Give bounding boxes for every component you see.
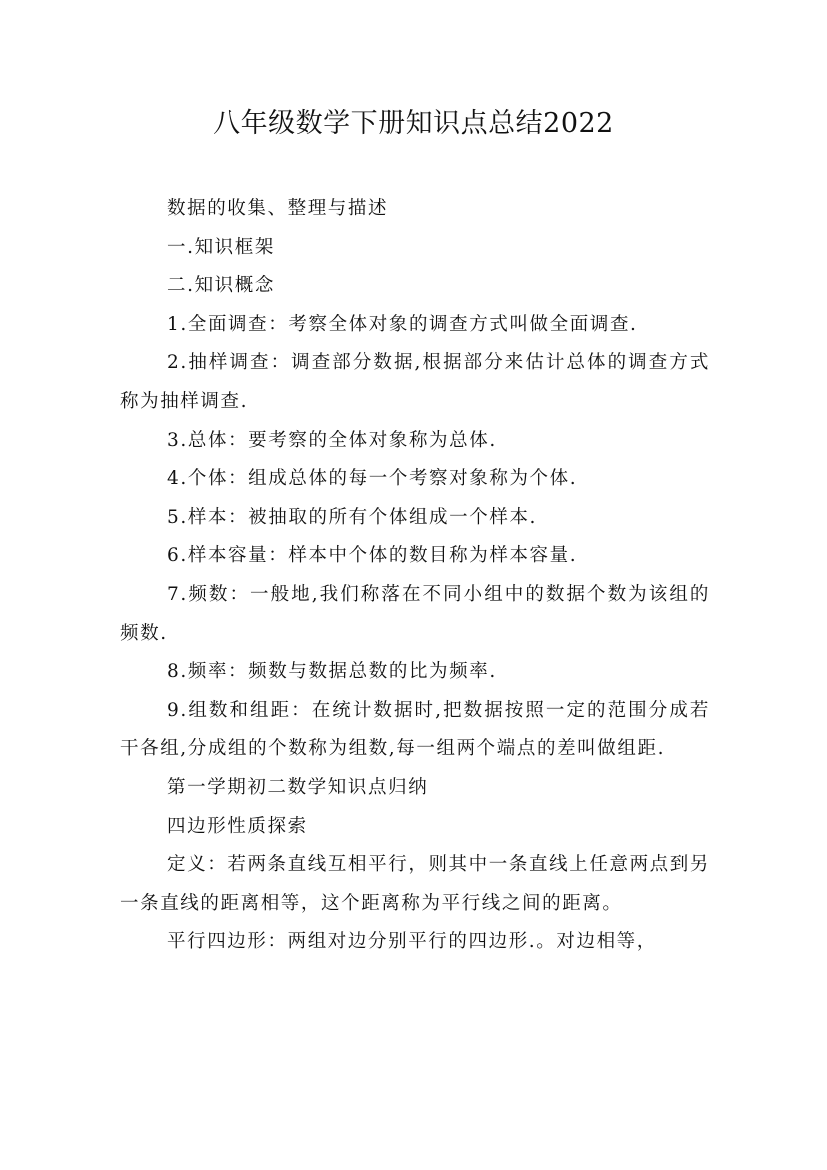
paragraph-item-3: 3.总体：要考察的全体对象称为总体. [167,429,497,451]
paragraph-parallelogram: 平行四边形：两组对边分别平行的四边形.。对边相等， [167,931,657,953]
paragraph-definition: 定义：若两条直线互相平行，则其中一条直线上任意两点到另一条直线的距离相等，这个距离称为平行线之间的距离。 [120,854,710,914]
paragraph-knowledge-framework: 一.知识框架 [167,236,275,258]
paragraph-quadrilateral-heading: 四边形性质探索 [167,815,308,837]
paragraph-knowledge-concepts: 二.知识概念 [167,275,275,297]
paragraph-item-6: 6.样本容量：样本中个体的数目称为样本容量. [167,545,578,567]
paragraph-semester-heading: 第一学期初二数学知识点归纳 [167,776,429,798]
document-body [120,190,710,962]
document-title: 八年级数学下册知识点总结2022 [213,108,614,139]
paragraph-item-1: 1.全面调查：考察全体对象的调查方式叫做全面调查. [167,313,638,335]
paragraph-item-8: 8.频率：频数与数据总数的比为频率. [167,661,497,683]
paragraph-item-4: 4.个体：组成总体的每一个考察对象称为个体. [167,468,578,490]
paragraph-item-7: 7.频数：一般地,我们称落在不同小组中的数据个数为该组的频数. [120,583,710,644]
paragraph-item-5: 5.样本：被抽取的所有个体组成一个样本. [167,506,538,528]
paragraph-section-heading: 数据的收集、整理与描述 [167,198,389,219]
paragraph-item-9: 9.组数和组距：在统计数据时,把数据按照一定的范围分成若干各组,分成组的个数称为组数,每一组两个端点的差叫做组距. [120,699,710,760]
paragraph-item-2: 2.抽样调查：调查部分数据,根据部分来估计总体的调查方式称为抽样调查. [120,352,710,412]
